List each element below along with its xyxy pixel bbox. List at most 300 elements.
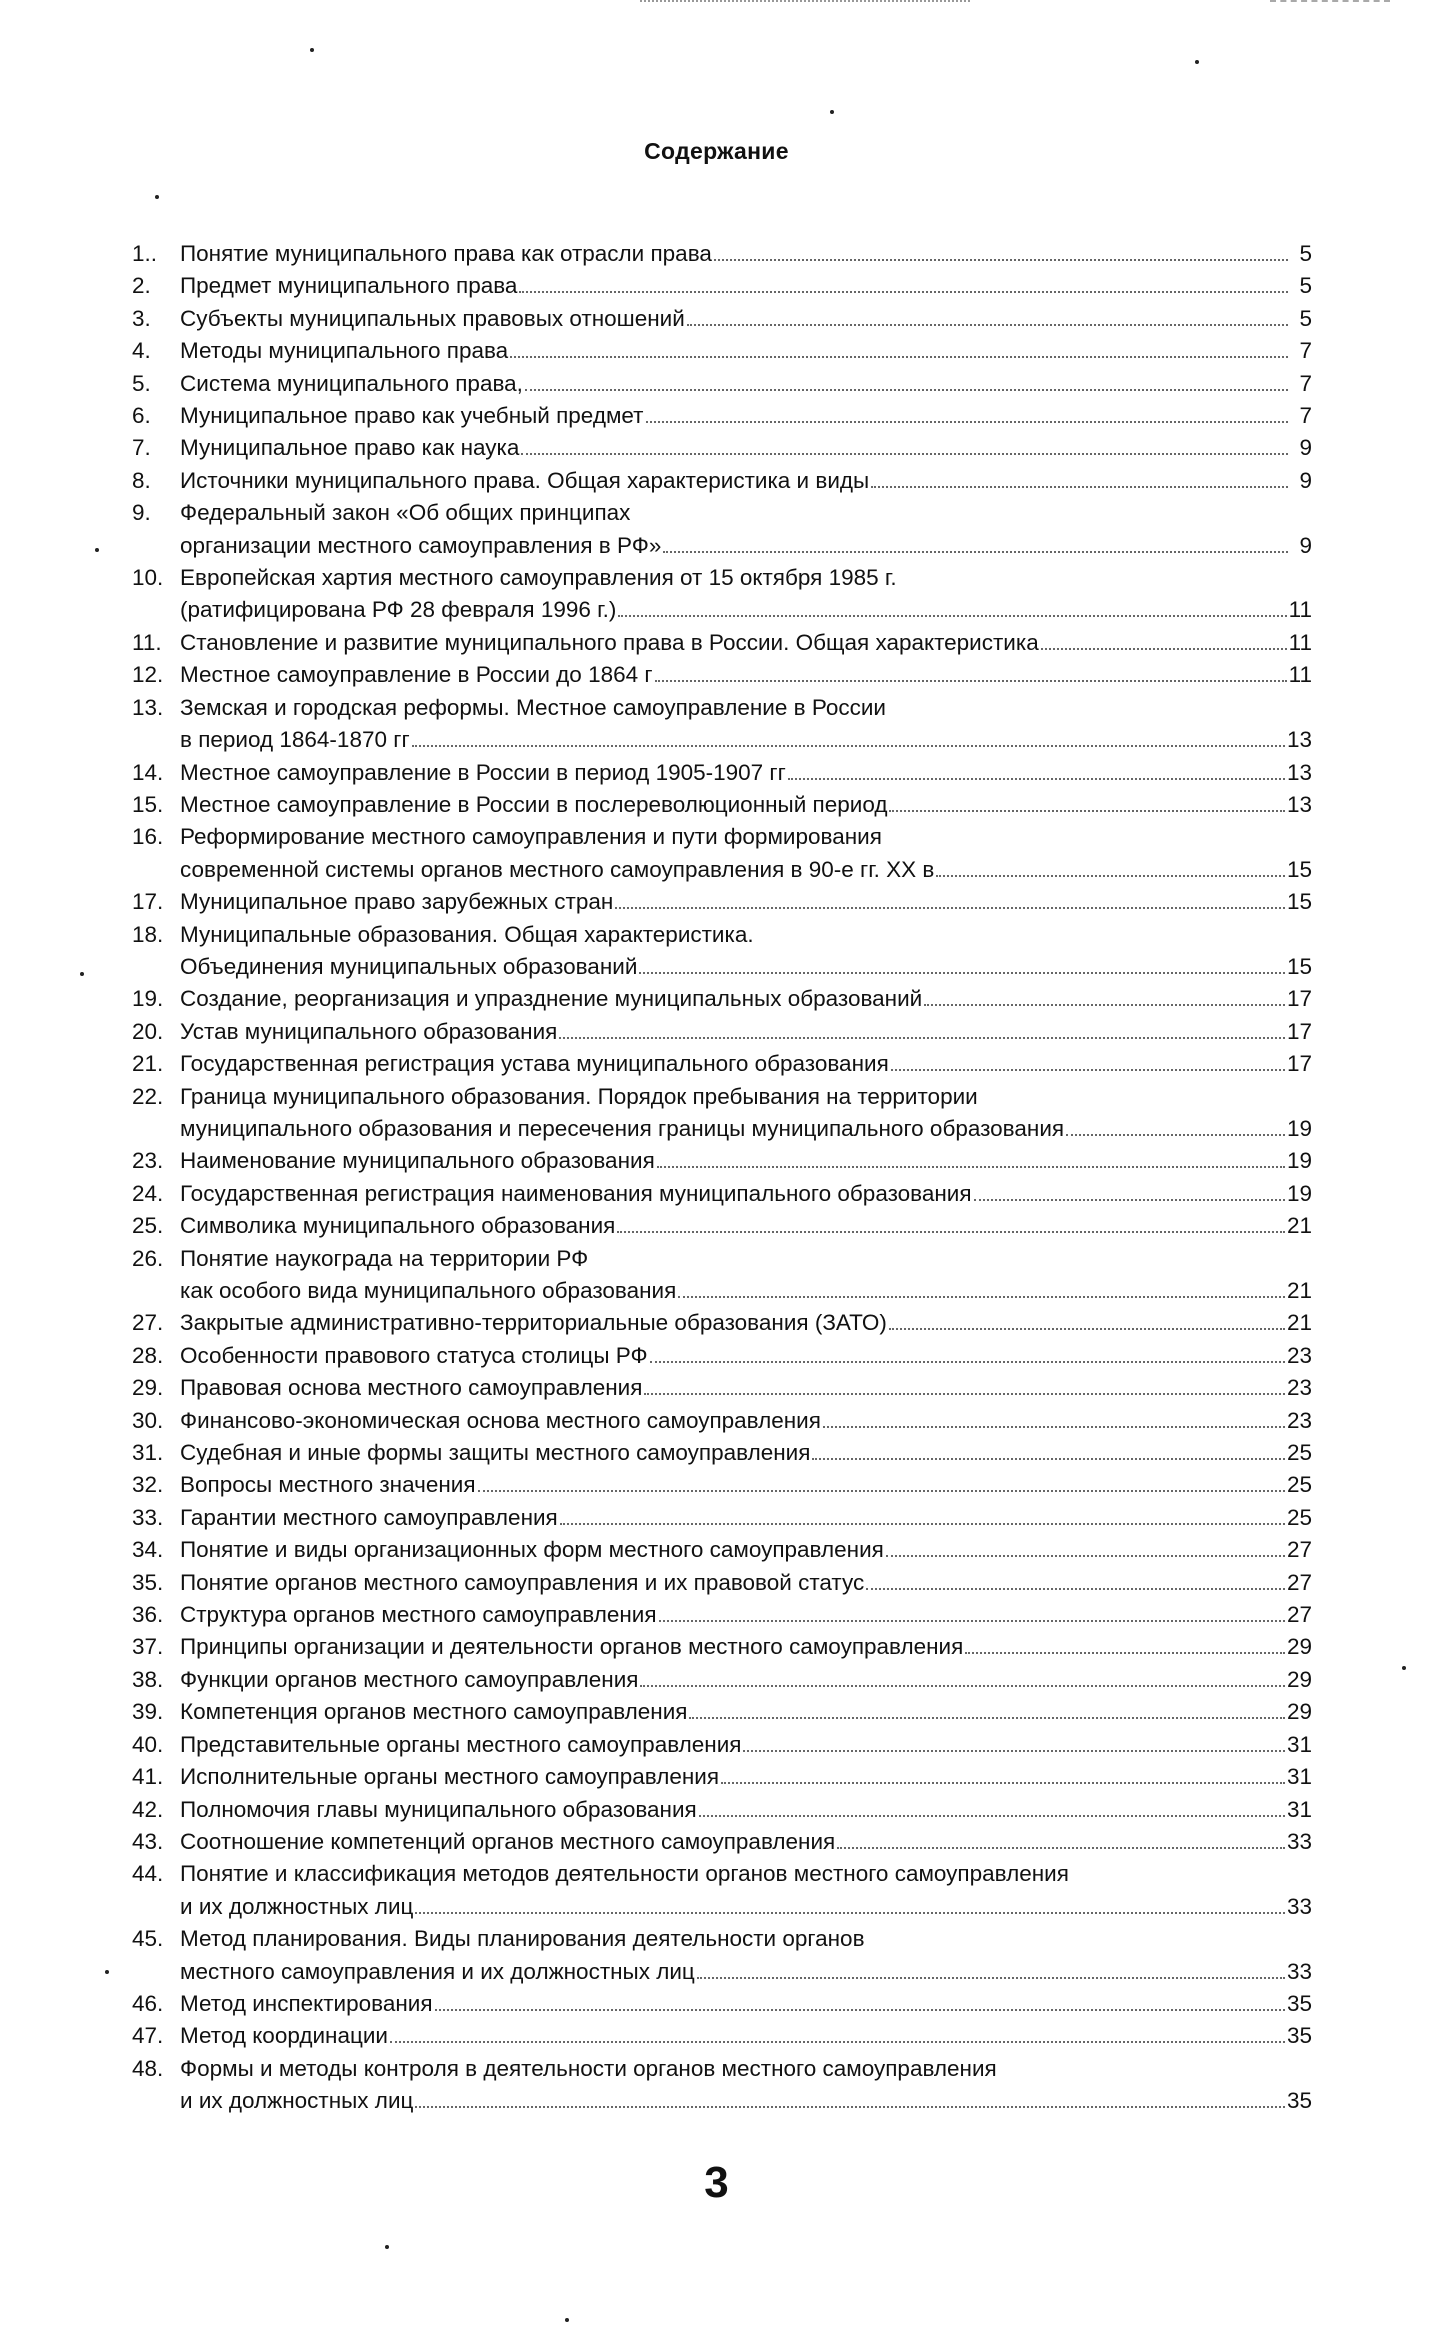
toc-entry-title: (ратифицирована РФ 28 февраля 1996 г.) xyxy=(180,597,617,623)
toc-entry xyxy=(132,1794,1312,1826)
toc-entry-line xyxy=(132,238,1312,270)
scan-speck xyxy=(80,972,84,976)
toc-entry-line xyxy=(132,1631,1312,1663)
dot-leader xyxy=(823,1426,1285,1428)
toc-entry-number: 9. xyxy=(132,500,151,526)
toc-entry-title: Компетенция органов местного самоуправления xyxy=(180,1699,688,1725)
toc-entry-line xyxy=(132,919,1312,951)
toc-entry-line xyxy=(132,1794,1312,1826)
toc-entry-line xyxy=(132,724,1312,756)
toc-entry-title: Предмет муниципального права xyxy=(180,273,518,299)
toc-entry-title: Граница муниципального образования. Порядок пребывания на территории xyxy=(180,1083,978,1109)
toc-entry-number: 18. xyxy=(132,921,164,947)
toc-entry-title: Муниципальные образования. Общая характеристика. xyxy=(180,921,754,947)
toc-entry-number: 44. xyxy=(132,1861,164,1887)
toc-entry xyxy=(132,919,1312,984)
toc-entry-line xyxy=(132,659,1312,691)
toc-entry-line xyxy=(132,303,1312,335)
toc-entry-title: Полномочия главы муниципального образования xyxy=(180,1796,697,1822)
toc-entry-number: 1.. xyxy=(132,241,158,266)
toc-entry xyxy=(132,303,1312,335)
toc-entry xyxy=(132,1048,1312,1080)
toc-entry xyxy=(132,821,1312,886)
toc-entry-number: 30. xyxy=(132,1407,164,1433)
toc-entry-title: Понятие органов местного самоуправления и их правовой статус xyxy=(180,1569,865,1595)
toc-entry-number: 2. xyxy=(132,273,151,299)
dot-leader xyxy=(714,259,1288,261)
toc-entry xyxy=(132,1826,1312,1858)
toc-entry-number: 19. xyxy=(132,986,164,1012)
toc-entry-title: Понятие муниципального права как отрасли права xyxy=(180,241,712,266)
scan-speck xyxy=(310,48,314,52)
dot-leader xyxy=(871,486,1288,488)
toc-entry-number: 43. xyxy=(132,1828,164,1854)
toc-entry-page: 15 xyxy=(1286,889,1312,915)
toc-entry-number: 46. xyxy=(132,1990,164,2016)
toc-entry xyxy=(132,1243,1312,1308)
toc-entry-line xyxy=(132,983,1312,1015)
toc-entry-line xyxy=(132,1534,1312,1566)
toc-entry-number: 8. xyxy=(132,467,151,493)
toc-entry xyxy=(132,1923,1312,1988)
toc-entry-number: 33. xyxy=(132,1504,164,1530)
toc-entry-number: 24. xyxy=(132,1180,164,1206)
toc-entry-line xyxy=(132,368,1312,400)
toc-entry-line xyxy=(132,335,1312,367)
toc-entry-title: Понятие наукограда на территории РФ xyxy=(180,1245,589,1271)
toc-entry-line xyxy=(132,1275,1312,1307)
dot-leader xyxy=(415,2106,1285,2108)
toc-entry-title: Федеральный закон «Об общих принципах xyxy=(180,500,631,526)
toc-entry-number: 40. xyxy=(132,1731,164,1757)
toc-entry-page: 7 xyxy=(1299,338,1312,364)
toc-entry-page: 29 xyxy=(1286,1634,1312,1660)
dot-leader xyxy=(525,389,1288,391)
toc-entry xyxy=(132,1178,1312,1210)
toc-entry-number: 7. xyxy=(132,435,151,461)
toc-entry-title: Земская и городская реформы. Местное самоуправление в России xyxy=(180,694,886,720)
toc-entry-title: Муниципальное право как учебный предмет xyxy=(180,403,644,429)
toc-entry-page: 25 xyxy=(1286,1440,1312,1466)
dot-leader xyxy=(886,1555,1285,1557)
dot-leader xyxy=(659,1620,1285,1622)
toc-entry xyxy=(132,1567,1312,1599)
toc-entry-page: 21 xyxy=(1286,1310,1312,1336)
toc-entry-number: 13. xyxy=(132,694,164,720)
page-title: Содержание xyxy=(644,138,789,164)
scan-artifact-top xyxy=(640,0,970,6)
dot-leader xyxy=(663,551,1288,553)
toc-entry-page: 11 xyxy=(1288,629,1312,655)
dot-leader xyxy=(644,1393,1285,1395)
toc-entry-number: 35. xyxy=(132,1569,164,1595)
toc-entry xyxy=(132,1405,1312,1437)
toc-entry xyxy=(132,1340,1312,1372)
toc-entry-title: современной системы органов местного самоуправления в 90-е гг. XX в xyxy=(180,856,935,882)
toc-entry-page: 13 xyxy=(1286,791,1312,817)
toc-entry-title: в период 1864-1870 гг xyxy=(180,727,410,753)
dot-leader xyxy=(617,1231,1285,1233)
toc-entry xyxy=(132,2053,1312,2118)
toc-entry-page: 31 xyxy=(1286,1731,1312,1757)
dot-leader xyxy=(1066,1134,1285,1136)
dot-leader xyxy=(837,1847,1285,1849)
dot-leader xyxy=(889,810,1285,812)
toc-entry-line xyxy=(132,1016,1312,1048)
toc-entry-title: Источники муниципального права. Общая характеристика и виды xyxy=(180,467,870,493)
toc-entry-title: Судебная и иные формы защиты местного самоуправления xyxy=(180,1440,811,1466)
toc-entry-title: Представительные органы местного самоуправления xyxy=(180,1731,742,1757)
toc-entry-number: 11. xyxy=(132,629,162,655)
toc-entry-number: 48. xyxy=(132,2055,164,2081)
toc-entry-title: Принципы организации и деятельности органов местного самоуправления xyxy=(180,1634,964,1660)
toc-entry-title: Понятие и классификация методов деятельности органов местного самоуправления xyxy=(180,1861,1069,1887)
toc-entry-number: 22. xyxy=(132,1083,164,1109)
toc-entry-page: 23 xyxy=(1286,1342,1312,1368)
toc-entry-line xyxy=(132,1372,1312,1404)
toc-entry-title: Наименование муниципального образования xyxy=(180,1148,655,1174)
toc-entry-line xyxy=(132,1405,1312,1437)
dot-leader xyxy=(678,1296,1285,1298)
toc-entry-line xyxy=(132,854,1312,886)
dot-leader xyxy=(1041,648,1287,650)
toc-entry-page: 33 xyxy=(1286,1893,1312,1919)
toc-entry-number: 27. xyxy=(132,1310,164,1336)
dot-leader xyxy=(697,1977,1285,1979)
toc-entry-number: 23. xyxy=(132,1148,164,1174)
toc-entry xyxy=(132,2020,1312,2052)
toc-entry-number: 38. xyxy=(132,1666,164,1692)
toc-entry xyxy=(132,1631,1312,1663)
toc-entry xyxy=(132,757,1312,789)
toc-entry-line xyxy=(132,1988,1312,2020)
toc-entry-title: Функции органов местного самоуправления xyxy=(180,1666,639,1692)
toc-entry-line xyxy=(132,1729,1312,1761)
toc-entry-title: Объединения муниципальных образований xyxy=(180,953,638,979)
toc-entry xyxy=(132,1210,1312,1242)
dot-leader xyxy=(415,1912,1285,1914)
toc-entry xyxy=(132,1469,1312,1501)
toc-entry-page: 21 xyxy=(1286,1278,1312,1303)
toc-entry-number: 32. xyxy=(132,1472,164,1498)
toc-entry-line xyxy=(132,1243,1312,1275)
toc-entry-line xyxy=(132,1307,1312,1339)
toc-entry xyxy=(132,368,1312,400)
toc-entry xyxy=(132,270,1312,302)
toc-entry-line xyxy=(132,1696,1312,1728)
toc-entry-title: Государственная регистрация устава муниципального образования xyxy=(180,1051,889,1077)
toc-entry-number: 20. xyxy=(132,1018,164,1044)
toc-entry-page: 29 xyxy=(1286,1699,1312,1725)
toc-entry-title: Методы муниципального права xyxy=(180,338,509,364)
toc-entry-title: Местное самоуправление в России до 1864 г xyxy=(180,662,653,688)
toc-entry-line xyxy=(132,530,1312,562)
toc-entry-number: 36. xyxy=(132,1602,164,1628)
toc-entry-number: 5. xyxy=(132,370,151,396)
toc-entry-line xyxy=(132,1113,1312,1145)
dot-leader xyxy=(721,1782,1285,1784)
toc-entry-line xyxy=(132,270,1312,302)
toc-entry-number: 3. xyxy=(132,305,151,331)
dot-leader xyxy=(743,1750,1285,1752)
toc-entry-page: 31 xyxy=(1286,1764,1312,1790)
toc-entry-title: Создание, реорганизация и упразднение муниципальных образований xyxy=(180,986,923,1012)
toc-entry-line xyxy=(132,1599,1312,1631)
dot-leader xyxy=(435,2009,1285,2011)
toc-entry-line xyxy=(132,562,1312,594)
toc-entry-title: Вопросы местного значения xyxy=(180,1472,476,1498)
dot-leader xyxy=(650,1361,1285,1363)
dot-leader xyxy=(689,1717,1284,1719)
toc-entry-line xyxy=(132,1340,1312,1372)
toc-entry-number: 39. xyxy=(132,1699,164,1725)
dot-leader xyxy=(618,615,1286,617)
scan-speck xyxy=(155,195,159,199)
toc-entry-page: 9 xyxy=(1299,435,1312,461)
dot-leader xyxy=(646,421,1289,423)
toc-entry-number: 42. xyxy=(132,1796,164,1822)
toc-entry-line xyxy=(132,594,1312,626)
toc-entry-page: 13 xyxy=(1286,727,1312,753)
toc-entry xyxy=(132,692,1312,757)
dot-leader xyxy=(559,1037,1285,1039)
toc-entry-page: 15 xyxy=(1286,856,1312,882)
toc-entry-page: 19 xyxy=(1286,1148,1312,1174)
page-number: 3 xyxy=(704,2158,729,2207)
toc-entry xyxy=(132,1599,1312,1631)
toc-entry-title: Государственная регистрация наименования муниципального образования xyxy=(180,1180,972,1206)
toc-entry-line xyxy=(132,2020,1312,2052)
toc-entry-page: 15 xyxy=(1286,953,1312,979)
scan-speck xyxy=(385,2245,389,2249)
toc-entry xyxy=(132,400,1312,432)
toc-entry-title: и их должностных лиц xyxy=(180,2088,414,2114)
toc-entry-line xyxy=(132,757,1312,789)
toc-entry-page: 25 xyxy=(1286,1472,1312,1498)
dot-leader xyxy=(889,1328,1285,1330)
toc-entry-line xyxy=(132,2053,1312,2085)
toc-entry xyxy=(132,1081,1312,1146)
scan-artifact-top-right xyxy=(1270,0,1390,5)
toc-entry-title: Устав муниципального образования xyxy=(180,1018,558,1044)
toc-entry-page: 21 xyxy=(1286,1213,1312,1239)
toc-entry-line xyxy=(132,1567,1312,1599)
toc-entry xyxy=(132,886,1312,918)
toc-entry-title: Метод координации xyxy=(180,2023,388,2049)
toc-entry-page: 35 xyxy=(1286,2088,1312,2114)
toc-entry-page: 27 xyxy=(1286,1569,1312,1595)
toc-entry xyxy=(132,465,1312,497)
toc-entry-line xyxy=(132,1761,1312,1793)
toc-entry-line xyxy=(132,692,1312,724)
toc-entry-line xyxy=(132,1437,1312,1469)
toc-entry-page: 27 xyxy=(1286,1602,1312,1628)
toc-entry-title: Особенности правового статуса столицы РФ xyxy=(180,1342,648,1368)
toc-entry-number: 37. xyxy=(132,1634,164,1660)
toc-entry-line xyxy=(132,1664,1312,1696)
toc-entry-title: как особого вида муниципального образования xyxy=(180,1278,677,1303)
toc-entry-number: 12. xyxy=(132,662,164,688)
toc-entry-line xyxy=(132,1923,1312,1955)
dot-leader xyxy=(639,972,1285,974)
toc-entry-page: 5 xyxy=(1299,273,1312,299)
toc-entry-line xyxy=(132,465,1312,497)
toc-entry-title: Символика муниципального образования xyxy=(180,1213,616,1239)
toc-entry-line xyxy=(132,1178,1312,1210)
toc-entry-page: 25 xyxy=(1286,1504,1312,1530)
toc-entry-page: 17 xyxy=(1286,986,1312,1012)
dot-leader xyxy=(412,745,1285,747)
toc-entry xyxy=(132,1016,1312,1048)
dot-leader xyxy=(891,1069,1285,1071)
toc-entry-title: муниципального образования и пересечения границы муниципального образования xyxy=(180,1115,1065,1141)
dot-leader xyxy=(866,1588,1285,1590)
toc-entry-number: 14. xyxy=(132,759,164,785)
toc-entry-line xyxy=(132,1956,1312,1988)
scan-speck xyxy=(105,1970,109,1974)
toc-entry-page: 35 xyxy=(1286,2023,1312,2049)
dot-leader xyxy=(788,778,1285,780)
toc-entry-title: и их должностных лиц xyxy=(180,1893,414,1919)
toc-entry-page: 7 xyxy=(1299,370,1312,396)
toc-entry xyxy=(132,1696,1312,1728)
toc-entry-page: 23 xyxy=(1286,1375,1312,1401)
toc-entry-page: 13 xyxy=(1286,759,1312,785)
toc-entry-number: 29. xyxy=(132,1375,164,1401)
toc-entry xyxy=(132,1437,1312,1469)
toc-entry xyxy=(132,1729,1312,1761)
toc-entry-title: Реформирование местного самоуправления и пути формирования xyxy=(180,824,882,850)
toc-entry xyxy=(132,432,1312,464)
scan-speck xyxy=(1195,60,1199,64)
toc-entry-line xyxy=(132,821,1312,853)
dot-leader xyxy=(560,1523,1285,1525)
toc-entry-page: 31 xyxy=(1286,1796,1312,1822)
toc-entry-title: Метод инспектирования xyxy=(180,1990,433,2016)
toc-entry xyxy=(132,497,1312,562)
toc-entry-number: 4. xyxy=(132,338,151,364)
toc-entry-page: 11 xyxy=(1288,597,1312,623)
toc-entry-page: 29 xyxy=(1286,1666,1312,1692)
toc-entry-title: Закрытые административно-территориальные образования (ЗАТО) xyxy=(180,1310,887,1336)
toc-entry-number: 28. xyxy=(132,1342,164,1368)
dot-leader xyxy=(687,324,1288,326)
dot-leader xyxy=(519,291,1288,293)
toc-entry-title: Финансово-экономическая основа местного самоуправления xyxy=(180,1407,821,1433)
toc-entry-page: 27 xyxy=(1286,1537,1312,1563)
toc-entry-title: Гарантии местного самоуправления xyxy=(180,1504,558,1530)
toc-entry-page: 19 xyxy=(1286,1180,1312,1206)
toc-entry xyxy=(132,627,1312,659)
toc-entry-line xyxy=(132,432,1312,464)
dot-leader xyxy=(974,1199,1285,1201)
toc-entry-number: 31. xyxy=(132,1440,164,1466)
scan-speck xyxy=(1402,1666,1406,1670)
toc-entry xyxy=(132,1145,1312,1177)
toc-entry-line xyxy=(132,627,1312,659)
dot-leader xyxy=(657,1166,1285,1168)
toc-entry-page: 5 xyxy=(1299,241,1312,266)
toc-entry-title: Субъекты муниципальных правовых отношений xyxy=(180,305,685,331)
toc-entry-line xyxy=(132,1469,1312,1501)
toc-entry-line xyxy=(132,1502,1312,1534)
toc-entry-line xyxy=(132,1826,1312,1858)
toc-entry-title: Структура органов местного самоуправления xyxy=(180,1602,657,1628)
toc-entry-title: Местное самоуправление в России в послереволюционный период xyxy=(180,791,888,817)
scan-speck xyxy=(830,110,834,114)
toc-entry-line xyxy=(132,1081,1312,1113)
dot-leader xyxy=(521,453,1288,455)
toc-entry-number: 25. xyxy=(132,1213,164,1239)
toc-entry xyxy=(132,1307,1312,1339)
toc-entry-line xyxy=(132,497,1312,529)
toc-entry-number: 15. xyxy=(132,791,164,817)
toc-entry-number: 16. xyxy=(132,824,164,850)
toc-entry-title: организации местного самоуправления в РФ» xyxy=(180,532,662,558)
toc-entry xyxy=(132,1858,1312,1923)
toc-entry-page: 35 xyxy=(1286,1990,1312,2016)
toc-entry-line xyxy=(132,886,1312,918)
toc-entry-line xyxy=(132,1891,1312,1923)
dot-leader xyxy=(812,1458,1285,1460)
toc-entry-page: 11 xyxy=(1288,662,1312,688)
toc-entry-title: местного самоуправления и их должностных лиц xyxy=(180,1958,695,1984)
toc-entry-title: Метод планирования. Виды планирования деятельности органов xyxy=(180,1926,865,1952)
toc-entry-line xyxy=(132,400,1312,432)
toc-entry-page: 7 xyxy=(1299,403,1312,429)
toc-entry-number: 6. xyxy=(132,403,151,429)
toc-entry-line xyxy=(132,1210,1312,1242)
toc-entry xyxy=(132,1988,1312,2020)
toc-entry-title: Понятие и виды организационных форм местного самоуправления xyxy=(180,1537,884,1563)
toc-entry-page: 33 xyxy=(1286,1958,1312,1984)
toc-entry-number: 34. xyxy=(132,1537,164,1563)
scan-speck xyxy=(565,2318,569,2322)
dot-leader xyxy=(965,1652,1285,1654)
scan-speck xyxy=(95,548,99,552)
toc-entry xyxy=(132,562,1312,627)
toc-entry-title: Правовая основа местного самоуправления xyxy=(180,1375,643,1401)
toc-entry-line xyxy=(132,1145,1312,1177)
dot-leader xyxy=(936,875,1285,877)
toc-entry-title: Исполнительные органы местного самоуправления xyxy=(180,1764,720,1790)
toc-entry-line xyxy=(132,1858,1312,1890)
toc-entry-page: 17 xyxy=(1286,1051,1312,1077)
dot-leader xyxy=(640,1685,1285,1687)
toc-entry-page: 9 xyxy=(1299,532,1312,558)
toc-entry xyxy=(132,238,1312,270)
toc-entry-line xyxy=(132,2085,1312,2117)
toc-entry-number: 26. xyxy=(132,1245,164,1271)
toc-entry xyxy=(132,789,1312,821)
toc-entry-title: Местное самоуправление в России в период 1905-1907 гг xyxy=(180,759,786,785)
toc-entry-title: Соотношение компетенций органов местного самоуправления xyxy=(180,1828,836,1854)
toc-entry xyxy=(132,983,1312,1015)
dot-leader xyxy=(699,1815,1285,1817)
toc-entry-title: Становление и развитие муниципального права в России. Общая характеристика xyxy=(180,629,1039,655)
toc-entry xyxy=(132,1664,1312,1696)
dot-leader xyxy=(615,907,1285,909)
toc-entry xyxy=(132,659,1312,691)
toc-entry xyxy=(132,1502,1312,1534)
toc-entry-title: Европейская хартия местного самоуправления от 15 октября 1985 г. xyxy=(180,565,897,591)
dot-leader xyxy=(390,2041,1285,2043)
toc-entry-page: 33 xyxy=(1286,1828,1312,1854)
toc-entry xyxy=(132,1761,1312,1793)
toc-entry-line xyxy=(132,789,1312,821)
toc-entry xyxy=(132,1372,1312,1404)
toc-entry-title: Формы и методы контроля в деятельности органов местного самоуправления xyxy=(180,2055,997,2081)
